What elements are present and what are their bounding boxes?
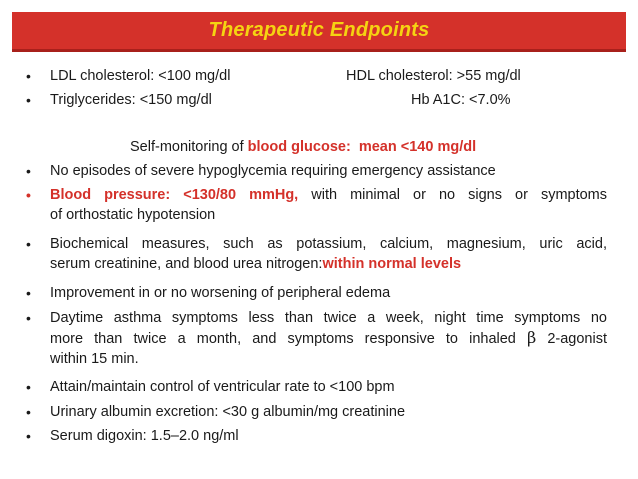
triglycerides-text: Triglycerides: <150 mg/dl (50, 92, 212, 108)
glucose-value: mean <140 mg/dl (358, 139, 477, 155)
glucose-line (130, 137, 476, 157)
bp-line-2: of orthostatic hypotension (50, 207, 216, 223)
biochem-highlight: within normal levels (322, 256, 462, 272)
bullet: • (26, 404, 31, 420)
biochem-line-2 (50, 254, 461, 274)
bullet: • (26, 285, 31, 301)
albumin-text: Urinary albumin excretion: <30 g albumin/mg creatinine (50, 404, 406, 420)
digoxin-text: Serum digoxin: 1.5–2.0 ng/ml (50, 428, 239, 444)
ventricular-text: Attain/maintain control of ventricular rate to <100 bpm (50, 379, 395, 395)
biochem-line2-text: serum creatinine, and blood urea nitrogen: (50, 256, 323, 272)
bp-label: Blood pressure: <130/80 mmHg, (50, 187, 299, 203)
bullet: • (26, 428, 31, 444)
asthma-line2-b: 2-agonist (536, 331, 607, 347)
hba1c-text: Hb A1C: <7.0% (411, 92, 511, 108)
glucose-prefix: Self-monitoring of (130, 139, 248, 155)
asthma-line-3: within 15 min. (50, 351, 139, 367)
ldl-text: LDL cholesterol: <100 mg/dl (50, 68, 231, 84)
bullet: • (26, 68, 31, 84)
glucose-label: blood glucose: (247, 139, 351, 155)
beta-symbol: β (526, 328, 537, 347)
bullet: • (26, 187, 31, 203)
bullet: • (26, 92, 31, 108)
hdl-text: HDL cholesterol: >55 mg/dl (346, 68, 521, 84)
edema-text: Improvement in or no worsening of peripheral edema (50, 285, 391, 301)
slide-title: Therapeutic Endpoints (208, 19, 430, 41)
biochem-line-1: Biochemical measures, such as potassium, calcium, magnesium, uric acid, (50, 236, 607, 252)
asthma-line2-a: more than twice a month, and symptoms responsive to inhaled (50, 331, 527, 347)
asthma-line-1: Daytime asthma symptoms less than twice a week, night time symptoms no (50, 310, 607, 326)
bullet: • (26, 310, 31, 326)
bullet: • (26, 163, 31, 179)
bp-line1-rest: with minimal or no signs or symptoms (298, 187, 608, 203)
bullet: • (26, 236, 31, 252)
bullet: • (26, 379, 31, 395)
hypoglycemia-text: No episodes of severe hypoglycemia requiring emergency assistance (50, 163, 496, 179)
asthma-line-2 (50, 328, 607, 349)
bp-line-1 (50, 185, 607, 205)
